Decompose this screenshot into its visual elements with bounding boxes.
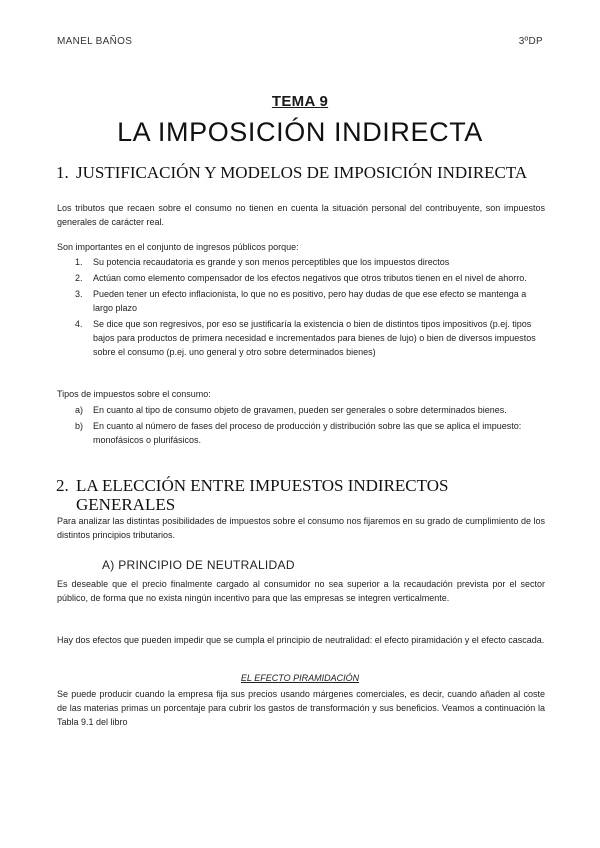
types-list — [57, 403, 545, 449]
section-1-heading — [56, 163, 546, 182]
section-2-number: 2. — [56, 476, 69, 495]
subsection-a-title: A) PRINCIPIO DE NEUTRALIDAD — [102, 558, 295, 572]
neutralidad-paragraph-2: Hay dos efectos que pueden impedir que se cumpla el principio de neutralidad: el efecto piramidación y el efecto cascada. — [57, 635, 545, 645]
list-item: 3. Pueden tener un efecto inflacionista, lo que no es positivo, pero hay dudas de que ese efecto se mantenga a largo plazo — [75, 289, 527, 313]
list-item: 4. Se dice que son regresivos, por eso se justificaría la existencia o bien de distintos tipos impositivos (p.ej. tipos bajos para productos de primera necesidad e incrementados para bienes de lujo) o bien de diversos impuestos sobre el consumo (p.ej. uno general y otro sobre determinados bienes) — [75, 319, 536, 357]
section-1-title: JUSTIFICACIÓN Y MODELOS DE IMPOSICIÓN INDIRECTA — [76, 163, 528, 182]
section-2-intro: Para analizar las distintas posibilidades de impuestos sobre el consumo nos fijaremos en su grado de cumplimiento de los distintos principios tributarios. — [57, 516, 545, 540]
reasons-list — [57, 255, 545, 361]
list-item: 2. Actúan como elemento compensador de los efectos negativos que otros tributos tienen en el nivel de ahorro. — [75, 273, 527, 283]
tema-label: TEMA 9 — [271, 93, 329, 110]
section-1-number: 1. — [56, 163, 69, 182]
piramidacion-paragraph: Se puede producir cuando la empresa fija sus precios usando márgenes comerciales, es decir, cuando añaden al coste de las materias primas un porcentaje para cubrir los gastos de transformación y sus beneficios. Veamos a continuación la Tabla 9.1 del libro — [57, 689, 545, 727]
types-lead: Tipos de impuestos sobre el consumo: — [57, 389, 211, 399]
neutralidad-paragraph-1: Es deseable que el precio finalmente cargado al consumidor no sea superior a la recaudación prevista por el sector público, de forma que no exista ningún incentivo para que las empresas se integren verticalmente. — [57, 579, 545, 603]
list-item: a) En cuanto al tipo de consumo objeto de gravamen, pueden ser generales o sobre determinados bienes. — [75, 405, 507, 415]
section-2-heading — [56, 476, 546, 514]
section-1-lead: Son importantes en el conjunto de ingresos públicos porque: — [57, 242, 299, 252]
header-course: 3ºDP — [518, 36, 543, 47]
list-item: 1. Su potencia recaudatoria es grande y son menos perceptibles que los impuestos directos — [75, 257, 450, 267]
section-1-intro: Los tributos que recaen sobre el consumo no tienen en cuenta la situación personal del contribuyente, son impuestos generales de carácter real. — [57, 203, 545, 227]
piramidacion-title: EL EFECTO PIRAMIDACIÓN — [240, 673, 360, 683]
header-author: MANEL BAÑOS — [57, 36, 133, 47]
document-title: LA IMPOSICIÓN INDIRECTA — [117, 117, 483, 147]
list-item: b) En cuanto al número de fases del proceso de producción y distribución sobre las que se aplica el impuesto: monofásicos o plurifásicos. — [75, 421, 522, 445]
section-2-title: LA ELECCIÓN ENTRE IMPUESTOS INDIRECTOS GENERALES — [76, 476, 449, 514]
